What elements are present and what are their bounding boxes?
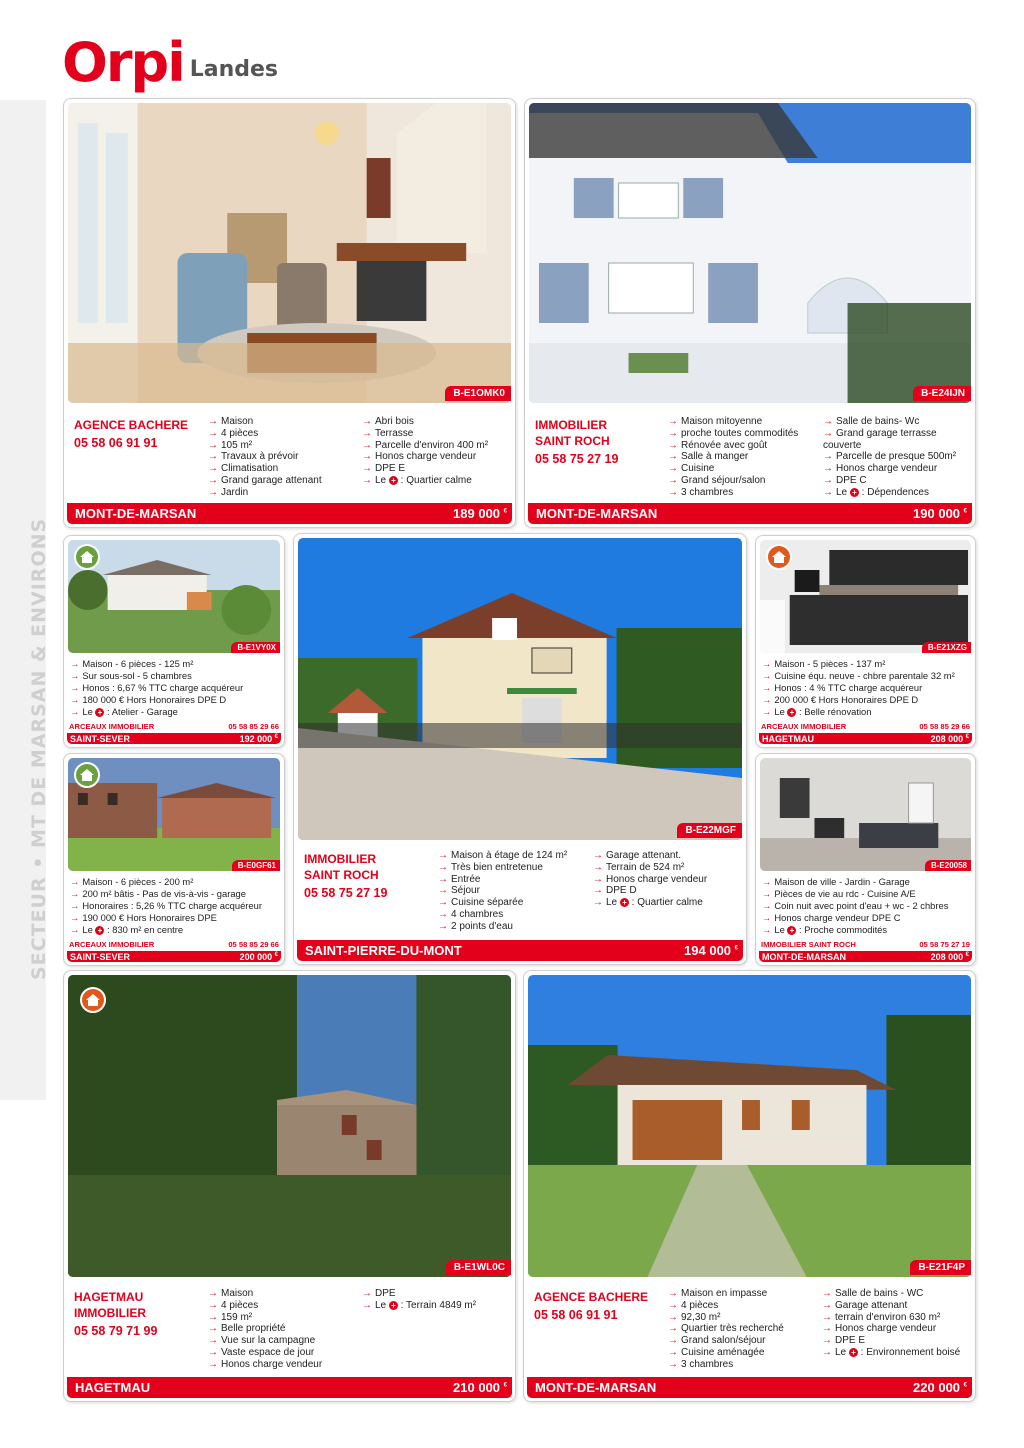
listing-card-1[interactable] (63, 98, 516, 528)
currency-symbol: € (503, 508, 507, 515)
feature-item: → Climatisation (208, 463, 358, 475)
city-label: MONT-DE-MARSAN (75, 506, 197, 521)
highlight-item (762, 924, 974, 936)
feature-item: → Maison - 5 pièces - 137 m² (762, 658, 974, 670)
listing-photo[interactable] (529, 103, 971, 403)
bungalow-garden-photo (528, 975, 971, 1277)
currency-symbol: € (965, 951, 969, 958)
feature-item: → Honos charge vendeur (208, 1359, 358, 1371)
highlight-text: : Environnement boisé (857, 1346, 961, 1358)
currency-symbol: € (965, 733, 969, 740)
feature-item: → Honos charge vendeur (823, 463, 968, 475)
feature-item: → 190 000 € Hors Honoraires DPE (70, 912, 282, 924)
highlight-item (362, 475, 512, 487)
feature-item: → Quartier très recherché (668, 1323, 818, 1335)
feature-item: → Cuisine (668, 463, 823, 475)
agency-phone[interactable]: 05 58 79 71 99 (74, 1324, 158, 1338)
feature-item: → Salle de bains- Wc (823, 416, 968, 428)
listing-photo[interactable] (68, 975, 511, 1277)
highlight-label: Le (82, 924, 93, 935)
feature-item: → Maison de ville - Jardin - Garage (762, 876, 974, 888)
price-value: 208 000 (930, 733, 964, 744)
listing-card-8[interactable] (63, 970, 516, 1402)
feature-item: → DPE D (593, 885, 743, 897)
feature-item: → Honos charge vendeur (593, 874, 743, 886)
price-label (453, 506, 507, 521)
feature-item: → Honoraires : 5,26 % TTC charge acquéreur (70, 900, 282, 912)
highlight-label: Le (836, 486, 848, 498)
highlight-item (70, 924, 282, 936)
price-value: 194 000 (684, 943, 732, 958)
feature-item: → Parcelle d'environ 400 m² (362, 440, 512, 452)
feature-item: → 159 m² (208, 1312, 358, 1324)
currency-symbol: € (274, 951, 278, 958)
feature-item: → Terrain de 524 m² (593, 862, 743, 874)
agency-name: ARCEAUX IMMOBILIER (761, 722, 847, 731)
agency-name (304, 851, 379, 883)
agency-name-line: IMMOBILIER (304, 852, 376, 866)
feature-item: → 4 pièces (668, 1300, 818, 1312)
feature-item: → Rénovée avec goût (668, 440, 823, 452)
price-label (240, 952, 278, 962)
agency-name-line: IMMOBILIER (535, 418, 607, 432)
price-value: 192 000 (239, 733, 273, 744)
price-value: 208 000 (930, 951, 964, 962)
plus-icon: + (620, 898, 629, 907)
agency-phone[interactable]: 05 58 06 91 91 (74, 436, 158, 450)
agency-line (761, 722, 970, 731)
feature-list-2 (362, 416, 512, 487)
listing-reference: B-E21XZG (922, 642, 971, 653)
logo-wordmark: Orpi (62, 31, 184, 94)
highlight-item (593, 897, 743, 909)
plus-icon: + (849, 1348, 858, 1357)
city-label: SAINT-SEVER (70, 951, 131, 962)
listing-card-5[interactable] (293, 533, 747, 965)
living-room-photo (760, 758, 971, 871)
plus-icon: + (787, 708, 796, 717)
feature-list-2 (823, 416, 968, 499)
highlight-item (70, 706, 282, 718)
feature-item: → DPE E (362, 463, 512, 475)
listing-reference: B-E0GF61 (232, 860, 280, 871)
agency-phone[interactable]: 05 58 75 27 19 (919, 940, 970, 949)
plus-icon: + (95, 926, 104, 935)
price-bar (67, 503, 512, 524)
feature-item: → Très bien entretenue (438, 862, 588, 874)
feature-item: → Belle propriété (208, 1323, 358, 1335)
listing-photo[interactable] (528, 975, 971, 1277)
stone-house-trees-photo (68, 975, 511, 1277)
listing-photo[interactable] (298, 538, 742, 840)
highlight-text: : Terrain 4849 m² (397, 1299, 477, 1311)
feature-item: → Pièces de vie au rdc - Cuisine A/E (762, 888, 974, 900)
price-value: 189 000 (453, 506, 501, 521)
highlight-label: Le (375, 474, 387, 486)
feature-item: → 180 000 € Hors Honoraires DPE D (70, 694, 282, 706)
feature-item: → DPE (362, 1288, 512, 1300)
agency-phone[interactable]: 05 58 06 91 91 (534, 1308, 618, 1322)
city-label: SAINT-SEVER (70, 733, 131, 744)
feature-item: → Maison à étage de 124 m² (438, 850, 588, 862)
feature-item: → Grand garage terrasse couverte (823, 428, 968, 452)
feature-item: → Maison mitoyenne (668, 416, 823, 428)
highlight-label: Le (774, 924, 785, 935)
agency-name (535, 417, 610, 449)
city-label: SAINT-PIERRE-DU-MONT (305, 943, 462, 958)
feature-item: → Abri bois (362, 416, 512, 428)
listing-card-6[interactable] (755, 535, 976, 748)
house-leaf-icon (79, 549, 95, 565)
price-value: 190 000 (913, 506, 961, 521)
feature-list (668, 1288, 818, 1371)
feature-item: → DPE E (822, 1335, 972, 1347)
listing-photo[interactable] (68, 103, 511, 403)
price-label (684, 943, 738, 958)
agency-phone[interactable]: 05 58 85 29 66 (228, 722, 279, 731)
listing-card-9[interactable] (523, 970, 976, 1402)
feature-item: → Travaux à prévoir (208, 451, 358, 463)
highlight-item (362, 1300, 512, 1312)
feature-item: → Sur sous-sol - 5 chambres (70, 670, 282, 682)
agency-name: ARCEAUX IMMOBILIER (69, 940, 155, 949)
agency-name: IMMOBILIER SAINT ROCH (761, 940, 856, 949)
listing-card-4[interactable] (63, 753, 285, 966)
listing-reference: B-E24IJN (913, 386, 971, 401)
renovation-house-badge (766, 544, 792, 570)
price-label (913, 1380, 967, 1395)
highlight-item (762, 706, 974, 718)
plus-icon: + (389, 1301, 398, 1310)
house-leaf-icon (79, 767, 95, 783)
price-bar (759, 951, 972, 962)
price-label (240, 734, 278, 744)
highlight-text: : Belle rénovation (796, 706, 872, 717)
agency-line (69, 722, 279, 731)
feature-item: → Honos : 6,67 % TTC charge acquéreur (70, 682, 282, 694)
city-label: MONT-DE-MARSAN (535, 1380, 657, 1395)
city-label: HAGETMAU (75, 1380, 151, 1395)
price-bar (527, 1377, 972, 1398)
feature-item: → 4 pièces (208, 428, 358, 440)
feature-list (762, 876, 974, 936)
orpi-logo[interactable] (62, 18, 278, 94)
agency-name-line: SAINT ROCH (304, 868, 379, 882)
feature-item: → Maison (208, 416, 358, 428)
agency-name-line: IMMOBILIER (74, 1306, 146, 1320)
price-label (913, 506, 967, 521)
house-tool-icon (85, 992, 101, 1008)
feature-item: → Entrée (438, 874, 588, 886)
currency-symbol: € (734, 945, 738, 952)
listing-card-3[interactable] (63, 535, 285, 748)
highlight-text: : Quartier calme (628, 897, 703, 909)
feature-item: → Maison en impasse (668, 1288, 818, 1300)
feature-item: → Honos charge vendeur (362, 451, 512, 463)
plus-icon: + (850, 488, 859, 497)
feature-item: → Coin nuit avec point d'eau + wc - 2 chbres (762, 900, 974, 912)
feature-item: → Séjour (438, 885, 588, 897)
feature-list (70, 876, 282, 936)
feature-item: → Vaste espace de jour (208, 1347, 358, 1359)
currency-symbol: € (274, 733, 278, 740)
currency-symbol: € (963, 1382, 967, 1389)
feature-item: → proche toutes commodités (668, 428, 823, 440)
sidebar-sector-label: SECTEUR • MT DE MARSAN & ENVIRONS (28, 517, 50, 980)
feature-item: → 105 m² (208, 440, 358, 452)
listing-card-2[interactable] (524, 98, 976, 528)
feature-item: → 200 m² bâtis - Pas de vis-à-vis - garage (70, 888, 282, 900)
plus-icon: + (787, 926, 796, 935)
listing-reference: B-E22MGF (677, 823, 742, 838)
plus-icon: + (95, 708, 104, 717)
listing-reference: B-E1VY0X (231, 642, 280, 653)
feature-list-2 (593, 850, 743, 909)
highlight-label: Le (774, 706, 785, 717)
highlight-label: Le (375, 1299, 387, 1311)
feature-item: → 200 000 € Hors Honoraires DPE D (762, 694, 974, 706)
feature-item: → 2 points d'eau (438, 921, 588, 933)
listing-reference: B-E1WL0C (446, 1260, 511, 1275)
feature-item: → Terrasse (362, 428, 512, 440)
currency-symbol: € (503, 1382, 507, 1389)
feature-item: → Honos : 4 % TTC charge acquéreur (762, 682, 974, 694)
plus-icon: + (389, 476, 398, 485)
price-label (931, 952, 969, 962)
feature-list-2 (822, 1288, 972, 1359)
feature-item: → Cuisine équ. neuve - chbre parentale 32 m² (762, 670, 974, 682)
price-bar (759, 733, 972, 744)
living-room-photo (68, 103, 511, 403)
feature-item: → terrain d'environ 630 m² (822, 1312, 972, 1324)
highlight-text: : Quartier calme (397, 474, 472, 486)
feature-list-2 (362, 1288, 512, 1312)
agency-name-line: SAINT ROCH (535, 434, 610, 448)
feature-item: → Salle de bains - WC (822, 1288, 972, 1300)
renovation-house-badge (80, 987, 106, 1013)
feature-item: → Grand salon/séjour (668, 1335, 818, 1347)
price-label (931, 734, 969, 744)
feature-item: → Cuisine séparée (438, 897, 588, 909)
feature-list (668, 416, 823, 499)
agency-phone[interactable]: 05 58 75 27 19 (304, 886, 388, 900)
highlight-label: Le (606, 897, 618, 909)
price-bar (67, 733, 281, 744)
highlight-label: Le (82, 706, 93, 717)
highlight-text: : Atelier - Garage (104, 706, 178, 717)
agency-phone[interactable]: 05 58 75 27 19 (535, 452, 619, 466)
feature-item: → Maison (208, 1288, 358, 1300)
eco-house-badge (74, 762, 100, 788)
feature-item: → 4 pièces (208, 1300, 358, 1312)
listing-reference: B-E21F4P (910, 1260, 971, 1275)
price-value: 200 000 (239, 951, 273, 962)
feature-item: → 4 chambres (438, 909, 588, 921)
feature-item: → Vue sur la campagne (208, 1335, 358, 1347)
agency-name (534, 1289, 648, 1305)
house-tool-icon (771, 549, 787, 565)
highlight-text: : Dépendences (858, 486, 929, 498)
feature-list (762, 658, 974, 718)
feature-item: → Grand garage attenant (208, 475, 358, 487)
feature-item: → Honos charge vendeur (822, 1323, 972, 1335)
eco-house-badge (74, 544, 100, 570)
price-bar (67, 951, 281, 962)
price-value: 210 000 (453, 1380, 501, 1395)
agency-name-line: AGENCE BACHERE (74, 418, 189, 432)
feature-item: → Parcelle de presque 500m² (823, 451, 968, 463)
listing-reference: B-E1OMK0 (445, 386, 511, 401)
highlight-text: : 830 m² en centre (104, 924, 184, 935)
highlight-label: Le (835, 1346, 847, 1358)
feature-item: → Garage attenant. (593, 850, 743, 862)
agency-phone[interactable]: 05 58 85 29 66 (228, 940, 279, 949)
agency-name-line: AGENCE BACHERE (534, 1290, 649, 1304)
city-label: MONT-DE-MARSAN (536, 506, 658, 521)
listing-photo[interactable] (760, 758, 971, 871)
price-label (453, 1380, 507, 1395)
feature-list (70, 658, 282, 718)
feature-item: → Salle à manger (668, 451, 823, 463)
city-label: MONT-DE-MARSAN (762, 951, 846, 962)
price-bar (528, 503, 972, 524)
currency-symbol: € (963, 508, 967, 515)
feature-item: → 3 chambres (668, 1359, 818, 1371)
feature-item: → Honos charge vendeur DPE C (762, 912, 974, 924)
listing-card-7[interactable] (755, 753, 976, 966)
feature-list (438, 850, 588, 933)
feature-item: → Maison - 6 pièces - 200 m² (70, 876, 282, 888)
agency-name: ARCEAUX IMMOBILIER (69, 722, 155, 731)
white-house-photo (529, 103, 971, 403)
feature-item: → 3 chambres (668, 487, 823, 499)
feature-item: → 92,30 m² (668, 1312, 818, 1324)
agency-line (69, 940, 279, 949)
agency-line (761, 940, 970, 949)
highlight-item (822, 1347, 972, 1359)
feature-list (208, 1288, 358, 1371)
logo-region: Landes (189, 57, 278, 82)
price-value: 220 000 (913, 1380, 961, 1395)
highlight-text: : Proche commodités (796, 924, 888, 935)
agency-name (74, 1289, 146, 1321)
feature-item: → Cuisine aménagée (668, 1347, 818, 1359)
feature-item: → DPE C (823, 475, 968, 487)
feature-list (208, 416, 358, 499)
highlight-item (823, 487, 968, 499)
listing-reference: B-E20058 (925, 860, 971, 871)
agency-phone[interactable]: 05 58 85 29 66 (919, 722, 970, 731)
feature-item: → Maison - 6 pièces - 125 m² (70, 658, 282, 670)
feature-item: → Jardin (208, 487, 358, 499)
feature-item: → Garage attenant (822, 1300, 972, 1312)
agency-name (74, 417, 188, 433)
feature-item: → Grand séjour/salon (668, 475, 823, 487)
price-bar (297, 940, 743, 961)
city-label: HAGETMAU (762, 733, 814, 744)
two-storey-house-photo (298, 538, 742, 840)
price-bar (67, 1377, 512, 1398)
agency-name-line: HAGETMAU (74, 1290, 144, 1304)
